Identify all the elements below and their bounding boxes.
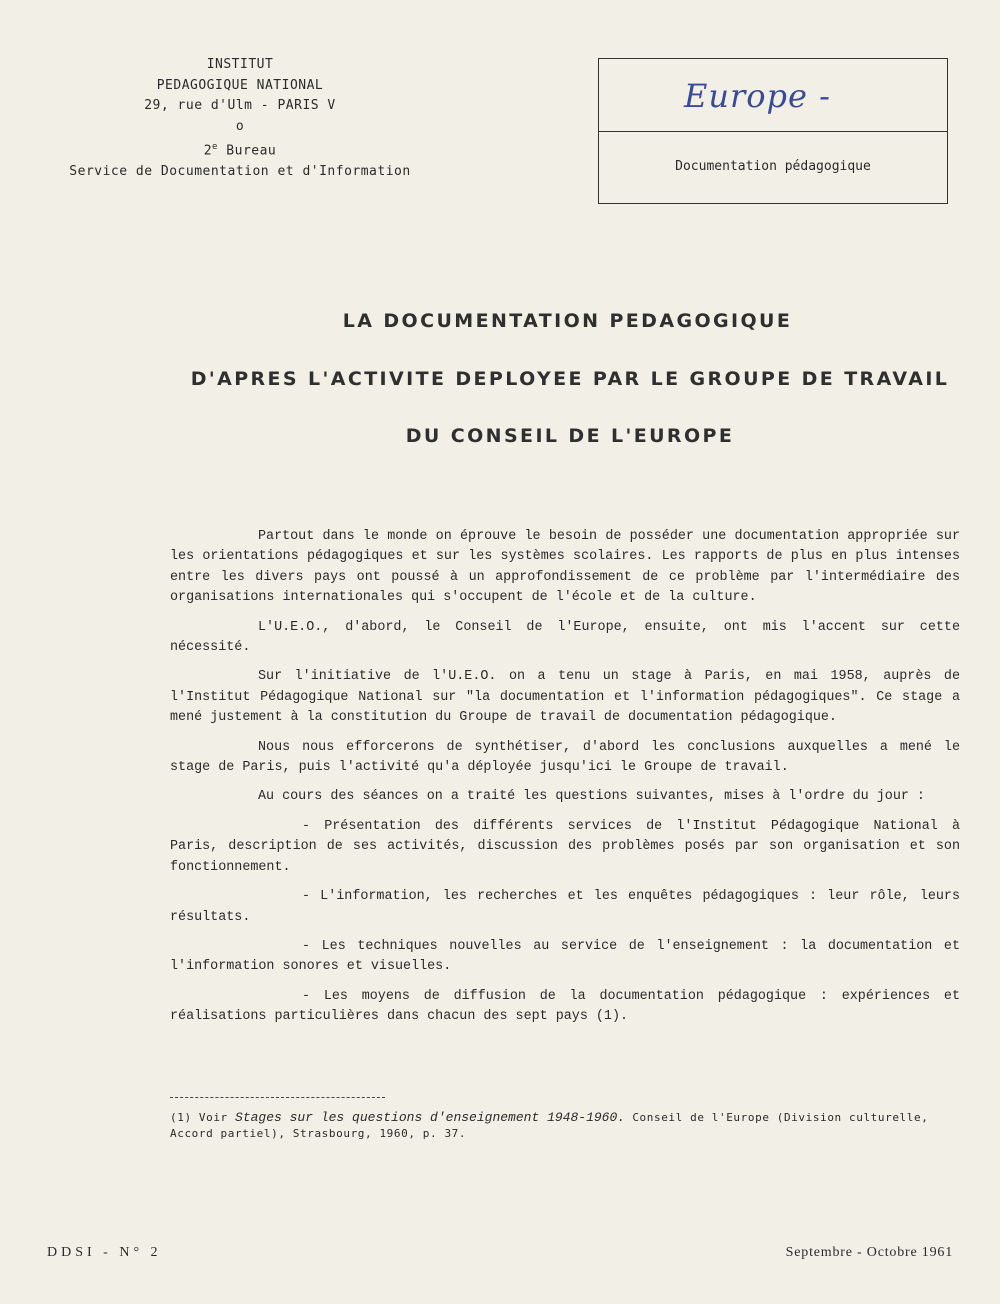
list-item: - Les techniques nouvelles au service de l'enseignement : la documentation et l'information sonores et visuelles. [170, 938, 960, 975]
list-item: - Les moyens de diffusion de la documentation pédagogique : expériences et réalisations particulières dans chacun des sept pays (1). [170, 988, 960, 1025]
subtitle-line-1: D'APRES L'ACTIVITE DEPLOYEE PAR LE GROUPE DE TRAVAIL [190, 368, 950, 390]
list-item: - Présentation des différents services de l'Institut Pédagogique National à Paris, description de ses activités, discussion des problèmes posés par son organisation et son fonctionnement. [170, 818, 960, 875]
list-item: - L'information, les recherches et les enquêtes pédagogiques : leur rôle, leurs résultats. [170, 889, 960, 925]
bureau-line: 2e Bureau [203, 142, 277, 159]
subtitle-line-2: DU CONSEIL DE L'EUROPE [405, 425, 735, 447]
body-text [170, 527, 960, 1037]
paragraph: Nous nous efforcerons de synthétiser, d'abord les conclusions auxquelles a mené le stage de Paris, puis l'activité qu'a déployée jusqu'ici le Groupe de travail. [170, 739, 960, 776]
institute-line: INSTITUT [206, 57, 274, 72]
paragraph: Au cours des séances on a traité les questions suivantes, mises à l'ordre du jour : [258, 789, 925, 805]
footnote: (1) Voir Stages sur les questions d'enseignement 1948-1960. Conseil de l'Europe (Division culturelle, Accord partiel), Strasbourg, 1960, p. 37. [170, 1110, 929, 1140]
paragraph: Partout dans le monde on éprouve le besoin de posséder une documentation appropriée sur les orientations pédagogiques et sur les systèmes scolaires. Les rapports de plus en plus intenses entre les divers pays ont poussé à un approfondissement de ce problème par l'intermédiaire des organisations internationales qui s'occupent de l'école et de la culture. [170, 529, 960, 606]
service-line: Service de Documentation et d'Information [69, 163, 411, 179]
main-title: LA DOCUMENTATION PEDAGOGIQUE [342, 310, 793, 332]
classification-box [598, 58, 948, 204]
handwritten-annotation: Europe - [684, 77, 831, 115]
document-date: Septembre - Octobre 1961 [785, 1245, 953, 1260]
box-divider [599, 131, 947, 132]
paragraph: Sur l'initiative de l'U.E.O. on a tenu un stage à Paris, en mai 1958, auprès de l'Institut Pédagogique National sur "la documentation et l'information pédagogiques". Ce stage a mené justement à la constitution du Groupe de travail de documentation pédagogique. [170, 669, 960, 726]
institute-line: PEDAGOGIQUE NATIONAL [156, 77, 324, 93]
document-reference: DDSI - N° 2 [47, 1245, 162, 1260]
institute-separator: o [235, 118, 245, 134]
institute-address: 29, rue d'Ulm - PARIS V [144, 98, 336, 113]
footnote-rule [170, 1097, 385, 1098]
box-label: Documentation pédagogique [675, 159, 871, 174]
paragraph: L'U.E.O., d'abord, le Conseil de l'Europe, ensuite, ont mis l'accent sur cette nécessité. [170, 619, 960, 656]
institute-header [40, 55, 440, 182]
